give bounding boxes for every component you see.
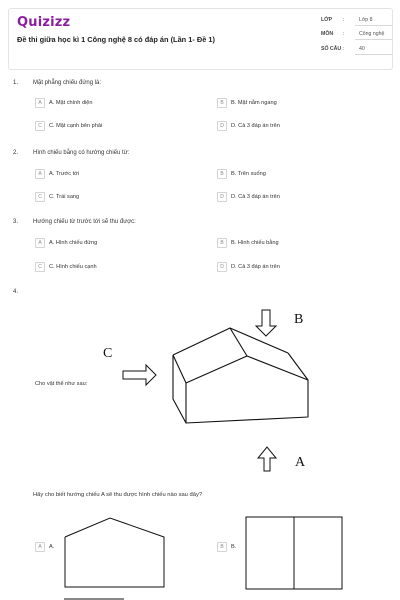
option-letter-box: C <box>35 121 45 131</box>
option-letter-box: B <box>217 169 227 179</box>
option-text: B. Trên xuống <box>231 171 266 177</box>
question-number: 4. <box>13 289 19 295</box>
worksheet-title: Đề thi giữa học kì 1 Công nghệ 8 có đáp án (Lần 1- Đề 1) <box>17 35 215 44</box>
answer-option[interactable] <box>35 542 54 552</box>
direction-label-a: A <box>295 455 306 470</box>
answer-b-rectangles-drawing <box>246 517 342 589</box>
question-text: Hình chiếu bằng có hướng chiếu từ: <box>33 150 130 156</box>
meta-count-colon: : <box>343 46 345 52</box>
answer-option[interactable] <box>217 542 236 552</box>
option-text: A. <box>49 544 55 550</box>
option-text: D. Cả 3 đáp án trên <box>231 194 280 200</box>
question-number: 2. <box>13 150 19 156</box>
question-text: Mặt phẳng chiếu đứng là: <box>33 80 102 86</box>
option-text: D. Cả 3 đáp án trên <box>231 123 280 129</box>
arrow-down-icon <box>256 310 276 336</box>
option-letter-box: D <box>217 121 227 131</box>
option-letter-box: A <box>35 169 45 179</box>
meta-class-label: LỚP <box>321 17 333 23</box>
option-letter-box: B <box>217 542 227 552</box>
question-number: 1. <box>13 80 19 86</box>
arrow-up-icon <box>258 447 276 471</box>
option-letter-box: B <box>217 238 227 248</box>
question-text: Hãy cho biết hướng chiếu A sẽ thu được hình chiếu nào sau đây? <box>33 492 203 498</box>
option-letter-box: A <box>35 98 45 108</box>
meta-count-label: SỐ CÂU <box>321 46 342 52</box>
option-letter-box: C <box>35 192 45 202</box>
option-text: A. Trước tới <box>49 171 80 177</box>
meta-subject-value: Công nghệ <box>359 31 385 37</box>
option-letter-box: B <box>217 98 227 108</box>
object-caption: Cho vật thể như sau: <box>35 381 88 387</box>
meta-class-colon: : <box>343 17 345 23</box>
option-letter-box: A <box>35 238 45 248</box>
option-text: A. Mặt chính diện <box>49 100 93 106</box>
meta-subject-label: MÔN <box>321 31 334 37</box>
option-text: C. Trái sang <box>49 194 80 200</box>
meta-class-value: Lớp 8 <box>359 17 373 23</box>
option-letter-box: A <box>35 542 45 552</box>
quizizz-logo: Quizizz <box>17 15 71 30</box>
question-number: 3. <box>13 219 19 225</box>
arrow-right-icon <box>123 365 156 385</box>
option-text: A. Hình chiếu đứng <box>49 240 98 246</box>
option-letter-box: C <box>35 262 45 272</box>
option-text: B. Mặt nằm ngang <box>231 100 277 106</box>
answer-a-pentagon-drawing <box>65 518 164 587</box>
house-object-drawing <box>173 328 308 423</box>
option-text: B. <box>231 544 237 550</box>
meta-subject-colon: : <box>343 31 345 37</box>
option-letter-box: D <box>217 262 227 272</box>
option-letter-box: D <box>217 192 227 202</box>
option-text: B. Hình chiếu bằng <box>231 240 279 246</box>
question-text: Hướng chiếu từ trước tới sẽ thu được: <box>33 219 136 225</box>
option-text: D. Cả 3 đáp án trên <box>231 264 280 270</box>
direction-label-c: C <box>103 346 113 361</box>
option-text: C. Mặt cạnh bên phải <box>49 123 103 129</box>
meta-count-value: 40 <box>359 46 365 52</box>
direction-label-b: B <box>294 312 304 327</box>
option-text: C. Hình chiếu cạnh <box>49 264 97 270</box>
